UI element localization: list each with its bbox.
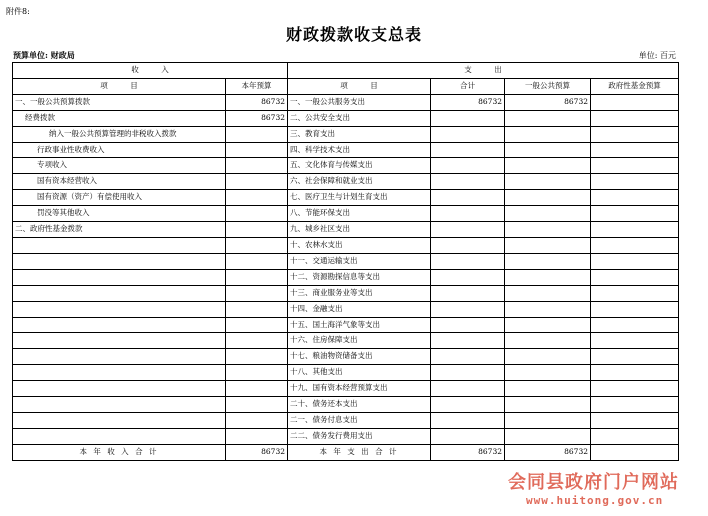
general-budget-value [505,428,591,444]
general-budget-value [505,142,591,158]
attachment-label: 附件8: [6,7,30,16]
income-item [13,412,226,428]
expense-total [431,237,505,253]
expense-item: 二一、债务付息支出 [288,412,431,428]
fund-budget-value [591,237,679,253]
income-value [226,158,288,174]
income-value [226,174,288,190]
table-row [13,269,679,285]
table-row [13,428,679,444]
expense-total [431,365,505,381]
income-value [226,269,288,285]
expense-item: 十五、国土海洋气象等支出 [288,317,431,333]
expense-item: 十七、粮油物资储备支出 [288,349,431,365]
income-item [13,349,226,365]
income-item [13,269,226,285]
expense-item: 十九、国有资本经营预算支出 [288,381,431,397]
income-value [226,317,288,333]
income-item [13,237,226,253]
income-item [13,333,226,349]
watermark-site-name: 会同县政府门户网站 [508,472,679,493]
general-budget-value [505,174,591,190]
expense-item: 十四、金融支出 [288,301,431,317]
table-row [13,158,679,174]
income-item-header: 项 目 [13,78,226,94]
header-row-columns [13,78,679,94]
general-budget-value [505,158,591,174]
fund-budget-value [591,349,679,365]
table-row [13,333,679,349]
income-value [226,333,288,349]
general-budget-value [505,206,591,222]
income-value [226,222,288,238]
expense-total [431,333,505,349]
income-value [226,365,288,381]
income-item: 罚没等其他收入 [13,206,226,222]
table-row [13,126,679,142]
fund-budget-value [591,397,679,413]
expense-total [431,158,505,174]
fund-budget-value [591,158,679,174]
general-budget-value [505,397,591,413]
watermark-url: www.huitong.gov.cn [526,494,664,507]
general-budget-value [505,126,591,142]
expense-total [431,301,505,317]
fund-budget-value [591,142,679,158]
expense-item: 二、公共安全支出 [288,110,431,126]
income-item [13,253,226,269]
expense-item: 六、社会保障和就业支出 [288,174,431,190]
general-budget-value [505,190,591,206]
income-item: 经费拨款 [13,110,226,126]
table-row [13,317,679,333]
general-budget-value [505,349,591,365]
expense-item: 十八、其他支出 [288,365,431,381]
income-item [13,365,226,381]
income-item [13,317,226,333]
income-item [13,285,226,301]
expense-item: 九、城乡社区支出 [288,222,431,238]
table-row [13,301,679,317]
annual-budget-header: 本年预算 [226,78,288,94]
general-budget-value [505,301,591,317]
header-row-group [13,63,679,79]
expense-total [431,126,505,142]
total-header: 合计 [431,78,505,94]
fund-budget-value [591,206,679,222]
income-value [226,381,288,397]
expense-item: 三、教育支出 [288,126,431,142]
expense-total [431,269,505,285]
expense-item-header: 项 目 [288,78,431,94]
expense-total [431,174,505,190]
income-item: 纳入一般公共预算管理的非税收入拨款 [13,126,226,142]
income-item: 国有资源（资产）有偿使用收入 [13,190,226,206]
table-row [13,381,679,397]
expense-total-label: 本 年 支 出 合 计 [288,444,431,460]
page-title: 财政拨款收支总表 [285,25,422,44]
expense-item: 二十、债务还本支出 [288,397,431,413]
expense-item: 十六、住房保障支出 [288,333,431,349]
general-budget-value [505,412,591,428]
table-row [13,190,679,206]
income-value [226,190,288,206]
general-budget-value [505,381,591,397]
table-row [13,174,679,190]
fund-budget-value [591,126,679,142]
expense-item: 二二、债务发行费用支出 [288,428,431,444]
income-value [226,301,288,317]
income-value [226,126,288,142]
income-total-label: 本 年 收 入 合 计 [13,444,226,460]
expense-total [431,397,505,413]
general-budget-value [505,285,591,301]
expense-total-value: 86732 [431,444,505,460]
budget-table [12,62,679,461]
fund-budget-value [591,190,679,206]
fund-total-value [591,444,679,460]
table-row [13,365,679,381]
income-item: 二、政府性基金拨款 [13,222,226,238]
income-value [226,206,288,222]
income-group-header: 收 入 [13,63,288,79]
income-value [226,349,288,365]
table-row [13,237,679,253]
expense-item: 一、一般公共服务支出 [288,94,431,110]
general-budget-value [505,333,591,349]
expense-item: 十、农林水支出 [288,237,431,253]
fund-budget-value [591,333,679,349]
totals-row [13,444,679,460]
fund-budget-value [591,412,679,428]
income-value [226,142,288,158]
table-row [13,206,679,222]
general-budget-value [505,365,591,381]
fund-budget-value [591,269,679,285]
table-row [13,222,679,238]
income-item: 国有资本经营收入 [13,174,226,190]
income-item [13,301,226,317]
income-item [13,397,226,413]
expense-item: 八、节能环保支出 [288,206,431,222]
general-budget-value [505,253,591,269]
table-row [13,397,679,413]
income-item [13,381,226,397]
expense-total: 86732 [431,94,505,110]
fund-budget-value [591,365,679,381]
expense-total [431,222,505,238]
income-item: 一、一般公共预算拨款 [13,94,226,110]
expense-total [431,317,505,333]
expense-total [431,381,505,397]
expense-total [431,206,505,222]
income-value [226,397,288,413]
income-item [13,428,226,444]
fund-budget-value [591,285,679,301]
expense-item: 十一、交通运输支出 [288,253,431,269]
expense-total [431,285,505,301]
income-value [226,428,288,444]
expense-item: 十三、商业服务业等支出 [288,285,431,301]
income-total-value: 86732 [226,444,288,460]
fund-budget-value [591,428,679,444]
table-row [13,253,679,269]
income-value: 86732 [226,110,288,126]
expense-item: 七、医疗卫生与计划生育支出 [288,190,431,206]
income-value [226,412,288,428]
table-row [13,94,679,110]
fund-budget-value [591,222,679,238]
fund-budget-value [591,317,679,333]
income-item: 专项收入 [13,158,226,174]
expense-group-header: 支 出 [288,63,679,79]
expense-total [431,349,505,365]
fund-budget-value [591,381,679,397]
general-budget-value [505,110,591,126]
expense-total [431,412,505,428]
table-row [13,349,679,365]
income-value: 86732 [226,94,288,110]
general-budget-value: 86732 [505,94,591,110]
expense-item: 十二、资源勘探信息等支出 [288,269,431,285]
table-row [13,412,679,428]
fund-budget-value [591,174,679,190]
expense-total [431,190,505,206]
fund-budget-value [591,94,679,110]
budget-unit: 预算单位: 财政局 [13,50,75,60]
table-row [13,110,679,126]
general-budget-value [505,317,591,333]
fund-budget-value [591,110,679,126]
general-budget-value [505,237,591,253]
expense-item: 五、文化体育与传媒支出 [288,158,431,174]
general-budget-value [505,222,591,238]
income-value [226,253,288,269]
currency-unit: 单位: 百元 [638,51,676,60]
expense-total [431,253,505,269]
fund-budget-value [591,301,679,317]
fund-budget-value [591,253,679,269]
general-budget-value [505,269,591,285]
general-total-value: 86732 [505,444,591,460]
fund-budget-header: 政府性基金预算 [591,78,679,94]
income-value [226,237,288,253]
expense-total [431,428,505,444]
income-item: 行政事业性收费收入 [13,142,226,158]
expense-total [431,110,505,126]
general-budget-header: 一般公共预算 [505,78,591,94]
table-row [13,142,679,158]
table-row [13,285,679,301]
income-value [226,285,288,301]
expense-total [431,142,505,158]
expense-item: 四、科学技术支出 [288,142,431,158]
